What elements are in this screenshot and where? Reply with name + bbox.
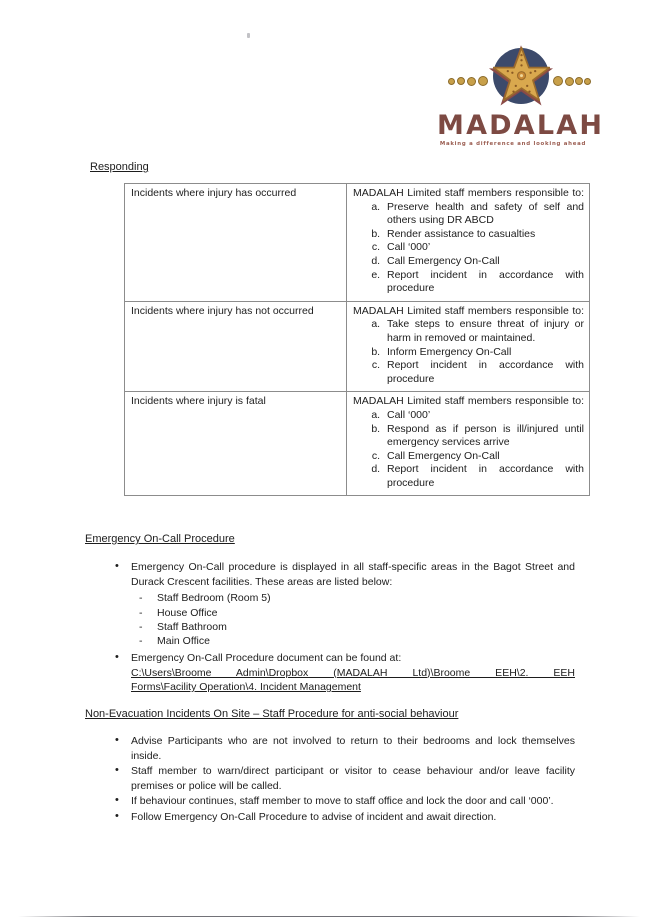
bead-icon [565, 77, 574, 86]
bead-icon [553, 76, 563, 86]
document-path-line-1: C:\Users\Broome Admin\Dropbox (MADALAH Ltd)\Broome EEH\2. EEH [131, 666, 575, 679]
action-step: c. Report incident in accordance with procedure [383, 359, 584, 386]
cell-intro-text: MADALAH Limited staff members responsible to: [353, 395, 584, 408]
bead-icon [584, 78, 591, 85]
action-step: a. Preserve health and safety of self and others using DR ABCD [383, 201, 584, 228]
table-cell-condition: Incidents where injury has not occurred [125, 301, 347, 392]
bullet-text: • Follow Emergency On-Call Procedure to advise of incident and await direction. [131, 810, 497, 823]
table-cell-condition: Incidents where injury is fatal [125, 392, 347, 496]
oncall-display-list [85, 560, 575, 650]
area-list [131, 591, 575, 649]
oncall-document-list [85, 651, 575, 696]
table-cell-actions [347, 184, 590, 302]
list-item [85, 560, 575, 649]
action-step: a. Call ‘000’ [383, 409, 584, 423]
list-item [85, 734, 575, 763]
cell-intro-text: MADALAH Limited staff members responsible to: [353, 187, 584, 199]
action-step: d. Call Emergency On-Call [383, 255, 584, 269]
madalah-logo [437, 42, 605, 154]
action-step: d. Report incident in accordance with procedure [383, 463, 584, 490]
action-step: b. Inform Emergency On-Call [383, 346, 584, 360]
bullet-text: • Advise Participants who are not involved to return to their bedrooms and lock themselves inside. [131, 735, 575, 762]
logo-tagline: Making a difference and looking ahead [439, 141, 587, 147]
bullet-text: • Emergency On-Call Procedure document can be found at: [131, 652, 402, 664]
bead-icon [575, 77, 583, 85]
list-item: - Main Office [131, 634, 575, 648]
list-item [85, 794, 575, 809]
heading-responding: Responding [90, 161, 149, 173]
scan-artifact-speck [247, 33, 250, 38]
heading-emergency-oncall: Emergency On-Call Procedure [85, 533, 235, 545]
table-cell-condition: Incidents where injury has occurred [125, 184, 347, 302]
action-step: c. Call Emergency On-Call [383, 450, 584, 464]
action-step-list [353, 201, 584, 296]
table-cell-actions [347, 392, 590, 496]
list-item [85, 651, 575, 695]
document-path-line-2: Forms\Facility Operation\4. Incident Management [131, 681, 361, 694]
action-step: c. Call ‘000’ [383, 241, 584, 255]
heading-non-evacuation: Non-Evacuation Incidents On Site – Staff Procedure for anti-social behaviour [85, 708, 459, 720]
logo-mark [437, 42, 589, 114]
list-item: - Staff Bedroom (Room 5) [131, 591, 575, 605]
responding-table [124, 183, 590, 496]
logo-wordmark: MADALAH [437, 110, 605, 141]
starfish-icon [493, 46, 550, 103]
bead-icon [457, 77, 465, 85]
action-step: e. Report incident in accordance with procedure [383, 269, 584, 296]
list-item [85, 810, 575, 825]
cell-intro-text: MADALAH Limited staff members responsible to: [353, 304, 584, 317]
bead-icon [448, 78, 455, 85]
bead-icon [467, 77, 476, 86]
action-step-list [353, 318, 584, 386]
action-step-list [353, 409, 584, 491]
table-cell-actions [347, 301, 590, 392]
table-row [125, 184, 590, 302]
list-item: - House Office [131, 606, 575, 620]
non-evacuation-list [85, 734, 575, 826]
bullet-text: • If behaviour continues, staff member to move to staff office and lock the door and call ‘000’. [131, 795, 554, 808]
list-item: - Staff Bathroom [131, 620, 575, 634]
bead-icon [478, 76, 488, 86]
bullet-text: • Emergency On-Call procedure is displayed in all staff-specific areas in the Bagot Street and Durack Crescent facilities. These areas are listed below: [131, 561, 575, 588]
bullet-text: • Staff member to warn/direct participant or visitor to cease behaviour and/or leave facility premises or police will be called. [131, 765, 575, 792]
action-step: b. Respond as if person is ill/injured until emergency services arrive [383, 423, 584, 450]
action-step: b. Render assistance to casualties [383, 228, 584, 242]
table-row [125, 301, 590, 392]
list-item [85, 764, 575, 793]
scan-artifact-edge [18, 916, 640, 917]
table-row [125, 392, 590, 496]
action-step: a. Take steps to ensure threat of injury or harm in removed or maintained. [383, 318, 584, 345]
